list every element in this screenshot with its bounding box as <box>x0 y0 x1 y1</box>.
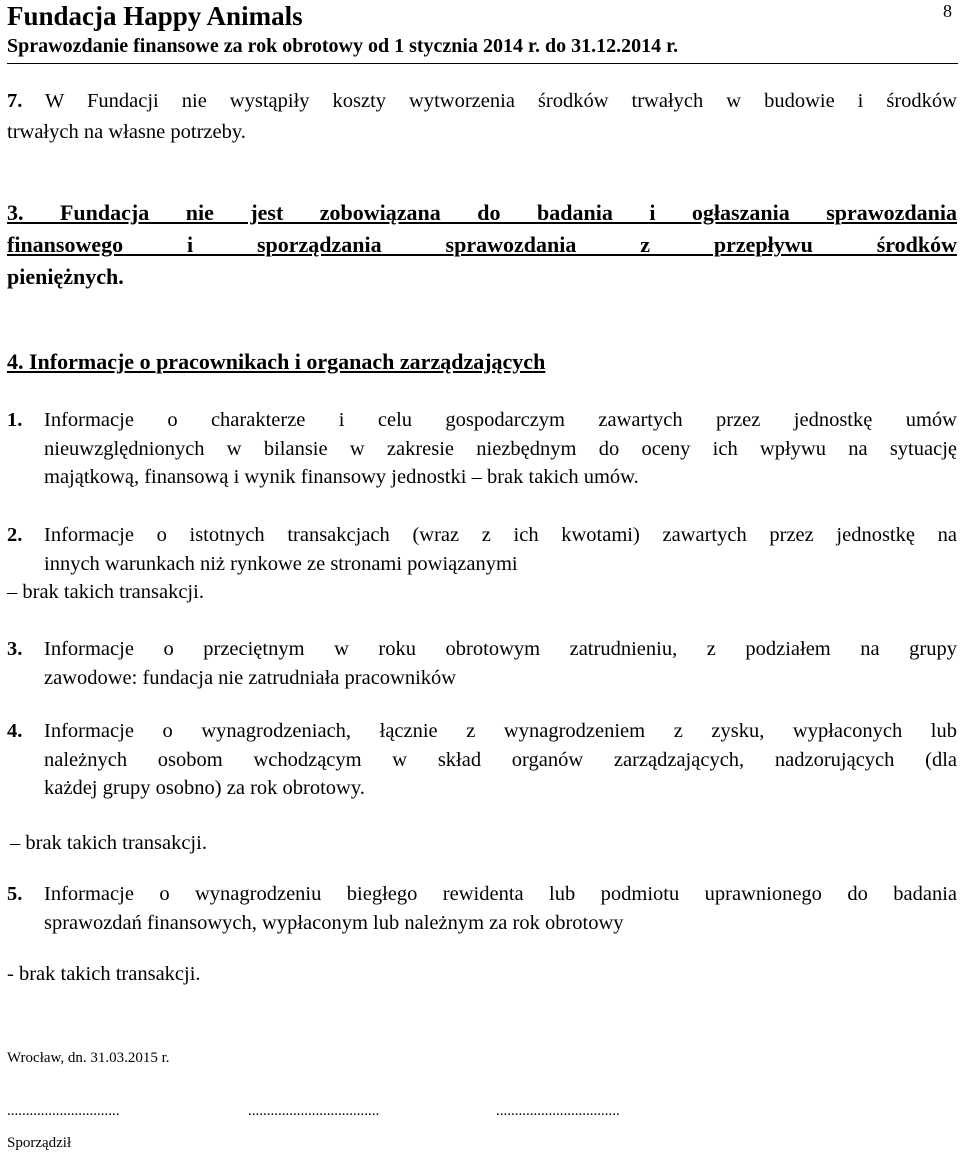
section-7-line-2: trwałych na własne potrzeby. <box>7 121 246 143</box>
signature-line: .............................. <box>7 1103 120 1119</box>
section-3-line-2: finansowego i sporządzania sprawozdania z przepływu środków <box>7 232 957 257</box>
item-number: 5. <box>7 883 23 905</box>
item-number: 2. <box>7 524 23 546</box>
prepared-by-label: Sporządził <box>7 1135 72 1151</box>
list-item <box>7 717 957 857</box>
item-number: 3. <box>7 638 23 660</box>
header-divider <box>7 63 958 64</box>
item-1-line-1: Informacje o charakterze i celu gospodarczym zawartych przez jednostkę umów <box>44 409 957 431</box>
item-2-line-2: innych warunkach niż rynkowe ze stronami powiązanymi <box>44 552 518 575</box>
organization-name: Fundacja Happy Animals <box>7 1 303 31</box>
signature-line: ................................. <box>496 1103 620 1119</box>
item-3-line-1: Informacje o przeciętnym w roku obrotowym zatrudnieniu, z podziałem na grupy <box>44 638 957 660</box>
signature-line: ................................... <box>248 1103 380 1119</box>
section-3-heading <box>7 197 957 293</box>
item-2-tail: – brak takich transakcji. <box>7 581 204 603</box>
section-3-line-1: 3. Fundacja nie jest zobowiązana do badania i ogłaszania sprawozdania <box>7 200 957 225</box>
list-item <box>7 635 957 695</box>
item-3-line-2: zawodowe: fundacja nie zatrudniała pracowników <box>44 666 457 689</box>
item-2-line-1: Informacje o istotnych transakcjach (wraz z ich kwotami) zawartych przez jednostkę na <box>44 524 957 546</box>
place-date: Wrocław, dn. 31.03.2015 r. <box>7 1050 170 1066</box>
section-7-line-1: 7. W Fundacji nie wystąpiły koszty wytworzenia środków trwałych w budowie i środków <box>7 90 957 112</box>
section-3-line-3: pieniężnych. <box>7 264 124 289</box>
item-1-line-2: nieuwzględnionych w bilansie w zakresie niezbędnym do oceny ich wpływu na sytuację <box>44 437 957 460</box>
item-5-line-2: sprawozdań finansowych, wypłaconym lub należnym za rok obrotowy <box>44 911 624 934</box>
item-4-tail: – brak takich transakcji. <box>10 832 207 854</box>
section-4-heading: 4. Informacje o pracownikach i organach zarządzających <box>7 349 546 374</box>
item-5-line-1: Informacje o wynagrodzeniu biegłego rewidenta lub podmiotu uprawnionego do badania <box>44 883 957 905</box>
item-5-tail: - brak takich transakcji. <box>7 963 201 985</box>
item-4-line-3: każdej grupy osobno) za rok obrotowy. <box>44 777 365 799</box>
item-4-line-1: Informacje o wynagrodzeniach, łącznie z wynagrodzeniem z zysku, wypłaconych lub <box>44 720 957 742</box>
section-7-number: 7. <box>7 90 23 112</box>
page-number: 8 <box>943 1 952 21</box>
report-title: Sprawozdanie finansowe za rok obrotowy od 1 stycznia 2014 r. do 31.12.2014 r. <box>7 35 679 57</box>
item-1-line-3: majątkową, finansową i wynik finansowy jednostki – brak takich umów. <box>44 466 639 488</box>
item-4-line-2: należnych osobom wchodzącym w skład organów zarządzających, nadzorujących (dla <box>44 748 957 771</box>
list-item <box>7 880 957 990</box>
list-item <box>7 406 957 496</box>
item-number: 4. <box>7 720 23 742</box>
section-7 <box>7 86 957 148</box>
item-number: 1. <box>7 409 23 431</box>
list-item <box>7 521 957 611</box>
